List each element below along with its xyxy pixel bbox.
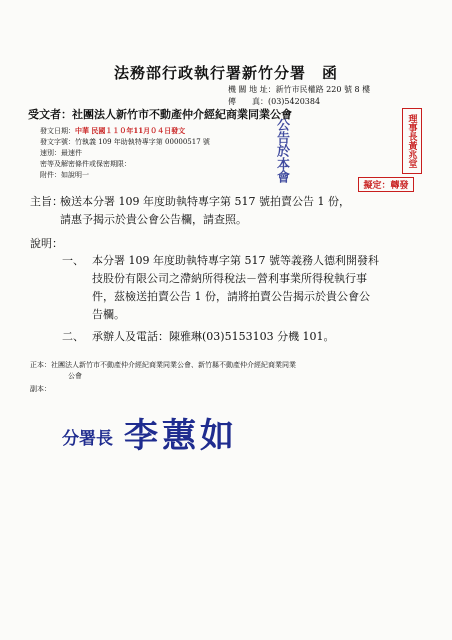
- issue-date: [40, 126, 185, 136]
- explanation-item-1-line-1: 本分署 109 年度助執特專字第 517 號等義務人德利開發科: [92, 254, 379, 267]
- subject-line-1: 檢送本分署 109 年度助執特專字第 517 號拍賣公告 1 份，: [60, 195, 350, 208]
- issue-date-label: 發文日期：: [40, 127, 75, 135]
- recipient: 受文者：社團法人新竹市不動產仲介經紀商業同業公會: [28, 108, 292, 121]
- chairman-seal: 理事長黃兆堂: [402, 108, 422, 174]
- approval-stamp: 擬定：轉發: [358, 177, 414, 192]
- document-number: 發文字號：竹執義 109 年助執特專字第 00000517 號: [40, 138, 210, 146]
- subject-line-2: 請惠予揭示於貴公會公告欄，請查照。: [60, 213, 247, 226]
- subject-label: 主旨：: [30, 195, 63, 208]
- document-title: 法務部行政執行署新竹分署 函: [113, 64, 338, 82]
- speed-class: 速別：最速件: [40, 149, 82, 157]
- explanation-item-1-line-3: 件，茲檢送拍賣公告 1 份，請將拍賣公告揭示於貴公會公: [92, 290, 370, 303]
- main-copy-line-1: 正本：社團法人新竹市不動產仲介經紀商業同業公會、新竹縣不動產仲介經紀商業同業: [30, 361, 296, 369]
- explanation-label: 說明：: [30, 237, 63, 250]
- explanation-item-1-line-4: 告欄。: [92, 308, 125, 321]
- agency-address: 機 關 地 址：新竹市民權路 220 號 8 樓: [228, 85, 371, 94]
- explanation-item-2-line-1: 承辦人及電話：陳雅琳(03)5153103 分機 101。: [92, 330, 335, 343]
- explanation-item-1-num: 一、: [62, 254, 84, 267]
- agency-fax: 傳 真：(03)5420384: [228, 97, 321, 106]
- issue-date-value: 中華 民國１１０年11月０４日發文: [75, 126, 186, 135]
- main-copy-line-2: 公會: [68, 372, 82, 380]
- cc-copy: 副本：: [30, 385, 51, 393]
- secrecy-level: 密等及解密條件或保密期限：: [40, 160, 131, 168]
- attachment-note: 附件：如說明一: [40, 171, 89, 179]
- explanation-item-1-line-2: 技股份有限公司之滯納所得稅法－營利事業所得稅執行事: [92, 272, 367, 285]
- signature-title: 分署長: [62, 429, 113, 449]
- notice-stamp: 公告於本會: [274, 118, 289, 183]
- explanation-item-2-num: 二、: [62, 330, 84, 343]
- signature-name: 李蕙如: [124, 416, 238, 456]
